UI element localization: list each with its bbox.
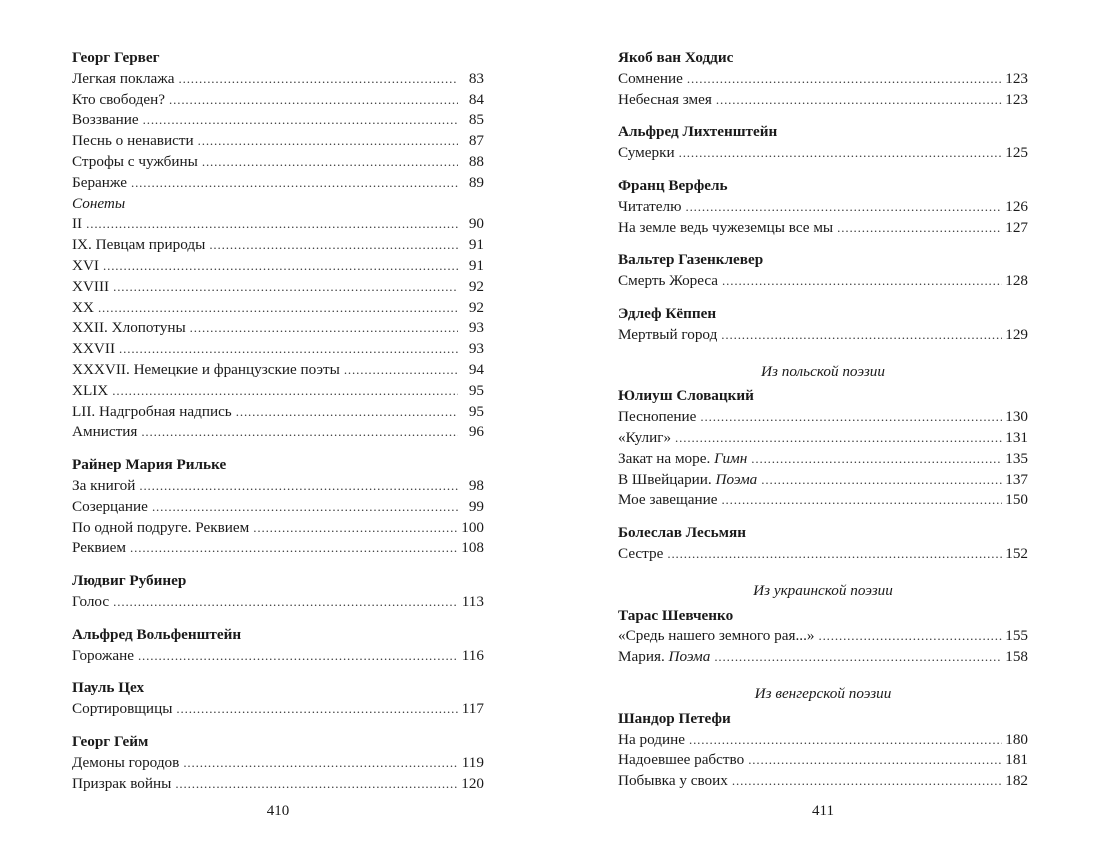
toc-entry — [72, 131, 484, 152]
section-title-ukrainian: Из украинской поэзии — [753, 581, 893, 599]
toc-group — [72, 753, 484, 795]
toc-entry-page: 100 — [461, 518, 484, 536]
toc-entry-page: 119 — [461, 753, 484, 771]
toc-group — [618, 730, 1028, 792]
dot-leader — [198, 131, 458, 152]
toc-entry-title — [72, 422, 141, 443]
dot-leader — [687, 69, 1002, 90]
dot-leader — [344, 360, 458, 381]
toc-entry-page: 130 — [1005, 408, 1028, 426]
toc-entry — [618, 730, 1028, 751]
dot-leader — [748, 750, 1002, 771]
toc-entry-title — [618, 143, 679, 164]
toc-entry — [72, 173, 484, 194]
toc-entry-title — [618, 626, 818, 647]
dot-leader — [689, 730, 1002, 751]
toc-group — [618, 544, 1028, 565]
dot-leader — [139, 476, 458, 497]
toc-entry-page: 150 — [1005, 491, 1028, 509]
toc-entry-title-text: «Кулиг» — [618, 428, 672, 446]
toc-entry-title-text: XVIII — [72, 277, 110, 295]
toc-entry-page: 152 — [1005, 544, 1028, 562]
toc-entry-page: 95 — [468, 381, 484, 399]
dot-leader — [721, 325, 1002, 346]
toc-entry — [72, 476, 484, 497]
toc-entry-title-text: Демоны городов — [72, 753, 180, 771]
subsection-heading: Сонеты — [72, 194, 126, 212]
toc-entry — [618, 197, 1028, 218]
toc-entry-title — [618, 90, 716, 111]
dot-leader — [138, 646, 458, 667]
toc-entry — [72, 152, 484, 173]
toc-entry — [72, 538, 484, 559]
toc-entry-title — [72, 277, 113, 298]
toc-entry-title-text: По одной подруге. Реквием — [72, 518, 250, 536]
toc-entry-title — [72, 318, 190, 339]
toc-entry-page: 99 — [468, 497, 484, 515]
toc-entry-page: 98 — [468, 476, 484, 494]
toc-entry-title — [72, 497, 152, 518]
toc-entry-page: 91 — [468, 236, 484, 254]
toc-entry-page: 113 — [461, 592, 484, 610]
toc-entry-title — [618, 771, 732, 792]
toc-entry-title — [72, 173, 131, 194]
toc-entry-title-text: Мария. — [618, 648, 665, 666]
toc-entry — [72, 360, 484, 381]
author-heading: Якоб ван Ходдис — [618, 49, 734, 66]
toc-entry-genre: Гимн — [714, 449, 748, 467]
toc-entry-title — [72, 131, 198, 152]
author-heading: Франц Верфель — [618, 176, 728, 194]
toc-entry-title — [72, 753, 183, 774]
toc-entry-title — [72, 381, 112, 402]
section-title-hungarian: Из венгерской поэзии — [754, 684, 892, 702]
toc-entry-page: 90 — [468, 215, 484, 233]
dot-leader — [183, 753, 458, 774]
toc-entry-page: 126 — [1005, 197, 1028, 215]
dot-leader — [818, 626, 1002, 647]
author-heading: Шандор Петефи — [618, 709, 731, 727]
toc-entry-page: 84 — [468, 90, 484, 108]
dot-leader — [86, 214, 458, 235]
toc-entry — [618, 470, 1028, 491]
toc-entry-page: 93 — [468, 340, 484, 358]
toc-entry-page: 182 — [1005, 772, 1028, 790]
dot-leader — [679, 143, 1002, 164]
toc-entry-title — [618, 490, 721, 511]
toc-entry-title — [72, 360, 344, 381]
toc-entry — [72, 318, 484, 339]
dot-leader — [253, 518, 458, 539]
dot-leader — [103, 256, 458, 277]
toc-entry-title — [618, 647, 714, 668]
toc-entry-title — [72, 646, 138, 667]
toc-entry-title — [72, 214, 86, 235]
toc-entry-page: 83 — [468, 69, 484, 87]
dot-leader — [176, 699, 458, 720]
author-heading: Юлиуш Словацкий — [618, 387, 754, 405]
dot-leader — [113, 277, 458, 298]
toc-entry-title — [72, 774, 175, 795]
toc-entry-title-text: Песнь о ненависти — [72, 132, 194, 150]
toc-entry-title-text: Строфы с чужбины — [72, 152, 198, 170]
toc-entry-title — [618, 197, 685, 218]
page-number: 411 — [812, 803, 834, 819]
author-heading: Райнер Мария Рильке — [72, 456, 227, 474]
dot-leader — [761, 470, 1002, 491]
toc-entry — [618, 143, 1028, 164]
toc-entry-title-text: Сестре — [618, 544, 664, 562]
toc-entry-page: 123 — [1005, 69, 1028, 87]
toc-entry-page: 137 — [1005, 470, 1028, 488]
toc-entry-title-text: II — [72, 215, 83, 233]
toc-entry-title-text: Беранже — [72, 173, 127, 191]
dot-leader — [141, 422, 458, 443]
toc-entry-page: 89 — [468, 173, 484, 191]
toc-entry — [618, 428, 1028, 449]
dot-leader — [685, 197, 1002, 218]
toc-entry-title — [618, 69, 687, 90]
toc-entry-title — [72, 476, 139, 497]
toc-entry — [618, 647, 1028, 668]
toc-entry-title-text: «Средь нашего земного рая...» — [618, 627, 815, 645]
toc-entry-title — [72, 402, 236, 423]
author-heading: Георг Гейм — [72, 732, 149, 750]
toc-group — [618, 69, 1028, 111]
toc-entry-title-text: Реквием — [72, 539, 127, 557]
author-heading: Тарас Шевченко — [618, 606, 734, 624]
dot-leader — [722, 271, 1002, 292]
toc-entry-title — [618, 750, 748, 771]
toc-entry — [618, 407, 1028, 428]
dot-leader — [152, 497, 458, 518]
toc-entry-title-text: Мое завещание — [618, 491, 718, 509]
toc-entry — [618, 325, 1028, 346]
dot-leader — [98, 298, 458, 319]
toc-entry-title-text: XLIX — [72, 381, 109, 399]
toc-group — [618, 271, 1028, 292]
toc-group — [72, 699, 484, 720]
toc-entry — [72, 422, 484, 443]
right-page — [618, 48, 1028, 792]
dot-leader — [175, 774, 458, 795]
toc-entry-page: 181 — [1005, 751, 1028, 769]
toc-entry — [72, 214, 484, 235]
toc-entry — [618, 544, 1028, 565]
toc-entry-page: 91 — [468, 256, 484, 274]
toc-entry-title-text: XXVII — [72, 340, 116, 358]
toc-entry-title-text: Кто свободен? — [72, 90, 166, 108]
toc-entry-title-text: В Швейцарии. — [618, 470, 712, 488]
toc-entry-title — [72, 256, 103, 277]
dot-leader — [202, 152, 458, 173]
page-number: 410 — [266, 803, 290, 819]
toc-entry — [618, 218, 1028, 239]
toc-entry-genre: Поэма — [715, 470, 758, 488]
toc-entry — [72, 381, 484, 402]
toc-entry-page: 135 — [1005, 449, 1028, 467]
toc-group — [72, 646, 484, 667]
toc-entry-page: 117 — [461, 700, 484, 718]
section-title-polish: Из польской поэзии — [761, 362, 885, 380]
toc-entry — [72, 235, 484, 256]
toc-entry-title — [72, 69, 179, 90]
dot-leader — [732, 771, 1002, 792]
dot-leader — [119, 339, 458, 360]
toc-entry — [618, 771, 1028, 792]
dot-leader — [721, 490, 1002, 511]
toc-entry-page: 128 — [1005, 272, 1028, 290]
toc-entry-title — [72, 518, 253, 539]
dot-leader — [837, 218, 1002, 239]
dot-leader — [236, 402, 458, 423]
toc-entry — [618, 90, 1028, 111]
toc-group — [618, 626, 1028, 668]
toc-entry-page: 155 — [1005, 627, 1028, 645]
toc-entry-title — [618, 218, 837, 239]
toc-entry — [72, 298, 484, 319]
toc-entry — [72, 110, 484, 131]
toc-group — [72, 592, 484, 613]
toc-group — [72, 69, 484, 194]
toc-entry-title-text: Читателю — [618, 197, 682, 215]
author-heading: Пауль Цех — [72, 679, 145, 697]
toc-entry-title-text: XXXVII. Немецкие и французские поэты — [72, 360, 340, 378]
toc-entry-title — [618, 325, 721, 346]
toc-entry — [72, 69, 484, 90]
toc-entry-title-text: XXII. Хлопотуны — [72, 319, 186, 337]
toc-entry-title — [618, 407, 700, 428]
toc-entry-page: 88 — [468, 152, 484, 170]
toc-entry — [72, 402, 484, 423]
toc-entry-title-text: Сортировщицы — [72, 700, 173, 718]
toc-entry-title-text: XVI — [72, 256, 99, 274]
toc-entry — [618, 750, 1028, 771]
toc-entry-page: 95 — [468, 402, 484, 420]
toc-entry — [72, 774, 484, 795]
toc-group — [618, 197, 1028, 239]
toc-group — [618, 143, 1028, 164]
toc-entry — [72, 256, 484, 277]
toc-entry-page: 129 — [1005, 325, 1028, 343]
toc-entry-title — [618, 449, 751, 470]
toc-entry-title-text: Голос — [72, 592, 110, 610]
toc-entry — [72, 339, 484, 360]
toc-entry — [618, 449, 1028, 470]
toc-entry-title-text: Песнопение — [618, 408, 697, 426]
toc-entry-title-text: На земле ведь чужеземцы все мы — [618, 218, 834, 236]
toc-entry — [72, 518, 484, 539]
toc-entry-page: 108 — [461, 539, 484, 557]
dot-leader — [112, 381, 458, 402]
author-heading: Альфред Вольфенштейн — [72, 625, 242, 643]
author-heading: Вальтер Газенклевер — [618, 251, 764, 269]
toc-entry — [72, 90, 484, 111]
dot-leader — [751, 449, 1002, 470]
author-heading: Болеслав Лесьмян — [618, 524, 746, 542]
toc-entry-page: 180 — [1005, 730, 1028, 748]
toc-entry-title-text: За книгой — [72, 476, 136, 494]
toc-entry-title-text: Побывка у своих — [618, 772, 728, 790]
toc-entry-title — [618, 271, 722, 292]
toc-entry-title — [72, 110, 143, 131]
toc-entry-title-text: Призрак войны — [72, 774, 172, 792]
toc-entry-title — [618, 544, 667, 565]
dot-leader — [190, 318, 458, 339]
toc-entry-page: 92 — [468, 298, 484, 316]
toc-entry-title-text: Созерцание — [72, 497, 148, 515]
toc-entry-title — [72, 298, 98, 319]
toc-entry-page: 158 — [1005, 648, 1028, 666]
toc-entry-title-text: Мертвый город — [618, 325, 718, 343]
author-heading: Альфред Лихтенштейн — [618, 123, 778, 141]
toc-entry-title — [618, 730, 689, 751]
toc-entry-page: 120 — [461, 774, 484, 792]
toc-entry-title — [72, 152, 202, 173]
toc-entry-title-text: Небесная змея — [618, 90, 712, 108]
toc-entry — [72, 699, 484, 720]
toc-entry — [72, 753, 484, 774]
author-heading: Эдлеф Кёппен — [618, 304, 717, 322]
dot-leader — [131, 173, 458, 194]
toc-entry-title — [72, 538, 130, 559]
toc-entry — [618, 271, 1028, 292]
dot-leader — [209, 235, 458, 256]
author-heading: Георг Гервег — [72, 49, 160, 66]
toc-entry-page: 127 — [1005, 218, 1028, 236]
dot-leader — [179, 69, 459, 90]
dot-leader — [169, 90, 458, 111]
dot-leader — [143, 110, 458, 131]
toc-entry-title-text: Надоевшее рабство — [618, 751, 745, 769]
dot-leader — [700, 407, 1002, 428]
toc-entry-page: 93 — [468, 319, 484, 337]
toc-entry-title-text: IX. Певцам природы — [72, 236, 206, 254]
dot-leader — [130, 538, 458, 559]
toc-entry-title — [618, 470, 761, 491]
author-heading: Людвиг Рубинер — [72, 572, 187, 590]
dot-leader — [714, 647, 1002, 668]
toc-entry-title-text: Легкая поклажа — [72, 69, 175, 87]
toc-entry-title — [618, 428, 675, 449]
toc-group — [72, 476, 484, 559]
toc-entry-title-text: LII. Надгробная надпись — [72, 402, 232, 420]
toc-entry — [72, 497, 484, 518]
toc-entry-page: 96 — [468, 423, 484, 441]
toc-entry-title-text: Смерть Жореса — [618, 272, 719, 290]
toc-entry-page: 94 — [468, 360, 484, 378]
toc-entry-title-text: На родине — [618, 730, 685, 748]
toc-entry-page: 131 — [1005, 428, 1028, 446]
toc-entry-title-text: XX — [72, 298, 94, 316]
toc-entry-title-text: Сомнение — [618, 69, 683, 87]
toc-entry-page: 92 — [468, 277, 484, 295]
toc-group — [618, 407, 1028, 511]
toc-entry-title-text: Закат на море. — [618, 449, 711, 467]
toc-entry — [72, 646, 484, 667]
toc-entry-title — [72, 339, 119, 360]
toc-entry — [72, 592, 484, 613]
toc-entry — [618, 490, 1028, 511]
toc-entry-page: 125 — [1005, 144, 1028, 162]
toc-entry-page: 87 — [468, 132, 484, 150]
toc-entry-page: 123 — [1005, 90, 1028, 108]
dot-leader — [113, 592, 458, 613]
toc-entry-title-text: Горожане — [72, 646, 134, 664]
toc-entry-title — [72, 235, 209, 256]
toc-group — [72, 214, 484, 443]
toc-entry — [618, 69, 1028, 90]
toc-entry-page: 116 — [461, 646, 484, 664]
toc-entry-title — [72, 592, 113, 613]
dot-leader — [716, 90, 1002, 111]
toc-entry-title-text: Воззвание — [72, 111, 139, 129]
toc-entry — [72, 277, 484, 298]
toc-entry-title-text: Амнистия — [72, 423, 138, 441]
toc-entry-title-text: Сумерки — [618, 144, 675, 162]
dot-leader — [667, 544, 1002, 565]
dot-leader — [675, 428, 1002, 449]
left-page — [72, 48, 484, 794]
toc-entry-page: 85 — [468, 111, 484, 129]
toc-entry-genre: Поэма — [668, 648, 711, 666]
toc-entry-title — [72, 90, 169, 111]
toc-group — [618, 325, 1028, 346]
toc-entry — [618, 626, 1028, 647]
toc-entry-title — [72, 699, 176, 720]
